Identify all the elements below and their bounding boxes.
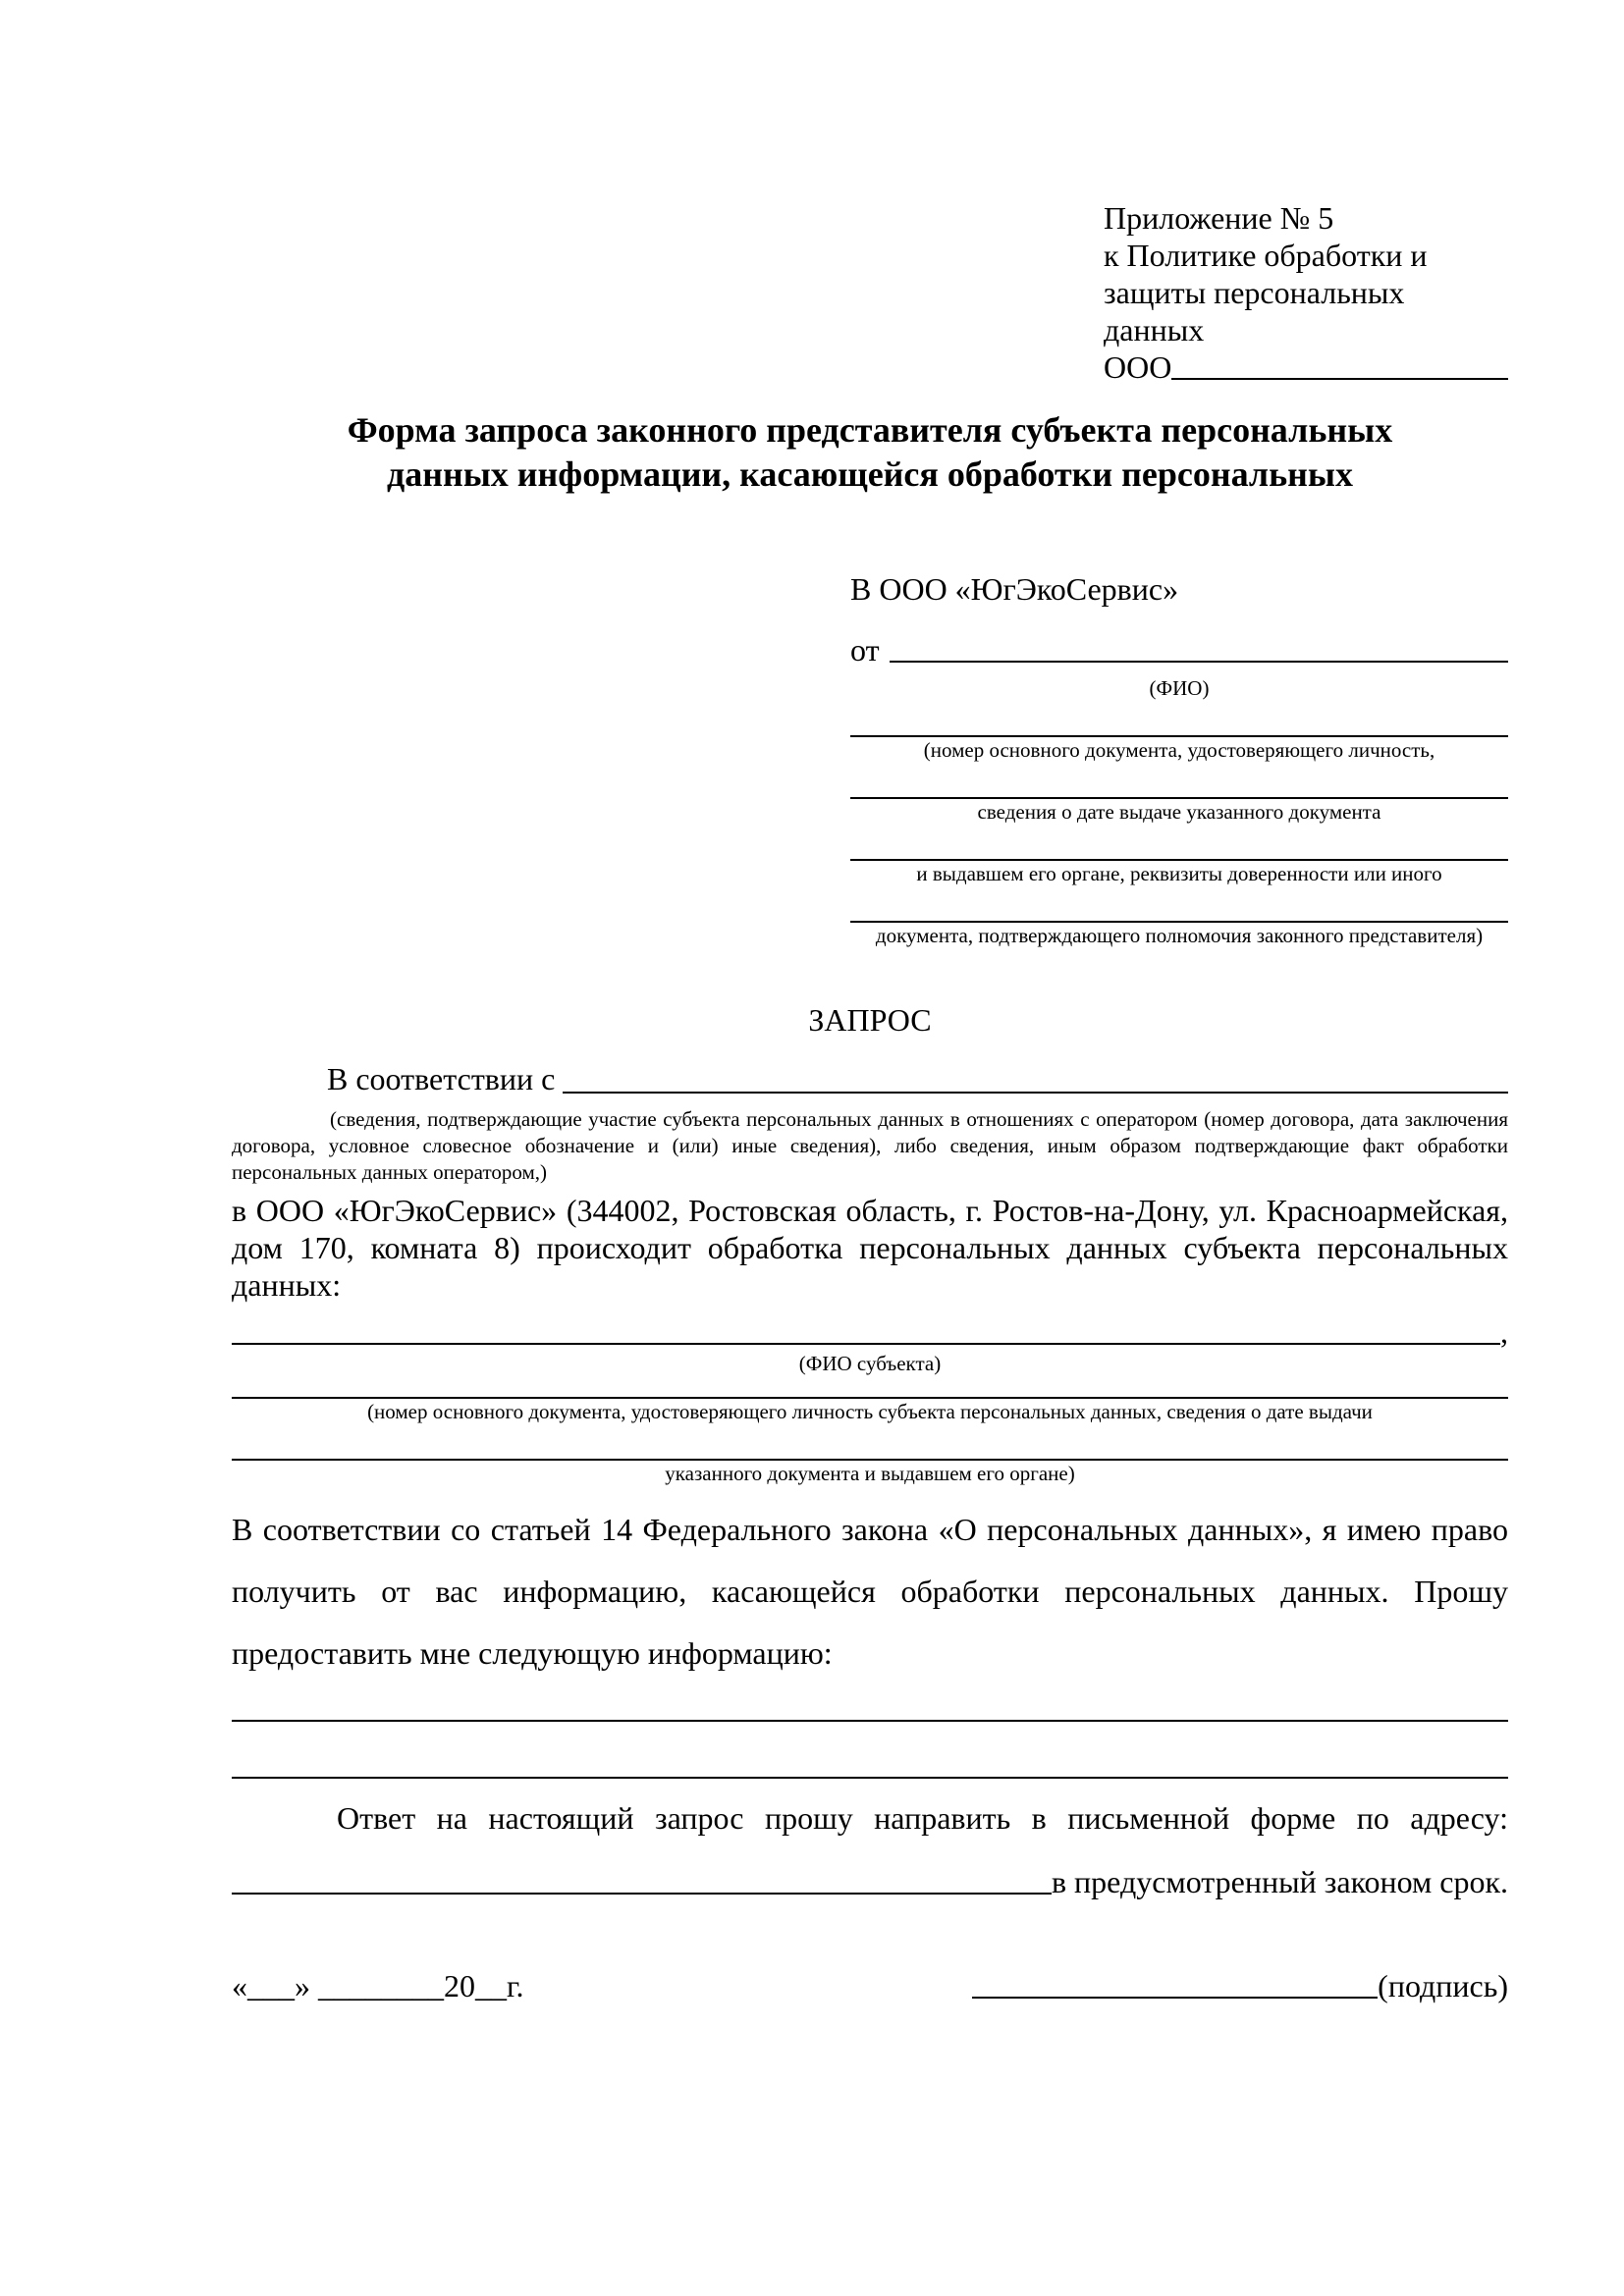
appendix-line-3: защиты персональных данных: [1104, 275, 1405, 347]
basis-label: В соответствии с: [327, 1061, 556, 1096]
operator-paragraph: в ООО «ЮгЭкоСервис» (344002, Ростовская область, г. Ростов-на-Дону, ул. Красноармейская, дом 170, комната 8) происходит обработка персональных данных субъекта персональных данных:: [232, 1193, 1508, 1303]
title-line-2: данных информации, касающейся обработки персональных: [387, 454, 1353, 494]
request-heading: ЗАПРОС: [808, 1002, 932, 1038]
signature-block: [972, 1967, 1508, 2004]
reply-address-line: [232, 1857, 1508, 1900]
appendix-line-1: Приложение № 5: [1104, 200, 1334, 236]
field-caption: сведения о дате выдаче указанного документа: [977, 800, 1381, 824]
ooo-name-blank-field[interactable]: [1171, 378, 1508, 380]
document-title: [232, 408, 1508, 497]
basis-caption: (сведения, подтверждающие участие субъекта персональных данных в отношениях с оператором (номер договора, дата заключения договора, условное словесное обозначение и (или) иные сведения), либо сведения, иным образом подтверждающие факт обработки персональных данных оператором,): [232, 1107, 1508, 1184]
document-field-group: [850, 887, 1508, 949]
field-caption: и выдавшем его органе, реквизиты доверенности или иного: [916, 862, 1442, 885]
issuing-authority-blank-field[interactable]: [850, 826, 1508, 861]
law-paragraph: В соответствии со статьей 14 Федерального закона «О персональных данных», я имею право получить от вас информацию, касающейся обработки персональных данных. Прошу предоставить мне следующую информацию:: [232, 1512, 1508, 1671]
from-label: от: [850, 632, 880, 667]
title-line-1: Форма запроса законного представителя субъекта персональных: [347, 410, 1393, 450]
footer-row: [232, 1967, 1508, 2004]
requested-info-blank-field-1[interactable]: [232, 1684, 1508, 1722]
subject-fio-blank-field[interactable]: [232, 1343, 1500, 1345]
addressee-block: [850, 570, 1508, 949]
subject-document-issuer-blank-field[interactable]: [232, 1425, 1508, 1461]
reply-suffix: в предусмотренный законом срок.: [1051, 1864, 1508, 1899]
reply-address-blank-field[interactable]: [232, 1893, 1052, 1895]
from-line: [850, 631, 1508, 668]
subject-document-caption-1: (номер основного документа, удостоверяющего личность субъекта персональных данных, сведения о дате выдачи: [367, 1400, 1373, 1423]
appendix-block: [1104, 199, 1508, 386]
signature-caption: (подпись): [1378, 1968, 1508, 2003]
field-caption: документа, подтверждающего полномочия законного представителя): [875, 924, 1484, 947]
ooo-label: ООО: [1104, 349, 1172, 385]
document-field-group: [850, 764, 1508, 826]
document-field-group: [850, 702, 1508, 764]
subject-fio-caption: (ФИО субъекта): [798, 1352, 942, 1375]
subject-document-blank-field[interactable]: [232, 1377, 1508, 1399]
subject-fio-line: [232, 1313, 1508, 1351]
date-field[interactable]: «___» ________20__г.: [232, 1968, 524, 2003]
appendix-ooo-line: [1104, 348, 1508, 386]
field-caption: (номер основного документа, удостоверяющего личность,: [923, 738, 1435, 762]
basis-blank-field[interactable]: [563, 1092, 1508, 1094]
representative-fio-blank-field[interactable]: [890, 661, 1508, 663]
reply-paragraph: Ответ на настоящий запрос прошу направить в письменной форме по адресу:: [337, 1800, 1508, 1836]
requested-info-blank-field-2[interactable]: [232, 1722, 1508, 1779]
subject-comma: ,: [1500, 1314, 1508, 1350]
basis-line: [232, 1060, 1508, 1097]
issue-date-blank-field[interactable]: [850, 764, 1508, 799]
signature-blank-field[interactable]: [972, 1997, 1378, 1999]
appendix-line-2: к Политике обработки и: [1104, 238, 1428, 273]
subject-document-caption-2: указанного документа и выдавшем его органе): [665, 1462, 1075, 1485]
addressee-organization: В ООО «ЮгЭкоСервис»: [850, 571, 1179, 607]
authority-document-blank-field[interactable]: [850, 887, 1508, 923]
document-number-blank-field[interactable]: [850, 702, 1508, 737]
fio-caption: (ФИО): [1149, 676, 1210, 700]
document-field-group: [850, 826, 1508, 887]
